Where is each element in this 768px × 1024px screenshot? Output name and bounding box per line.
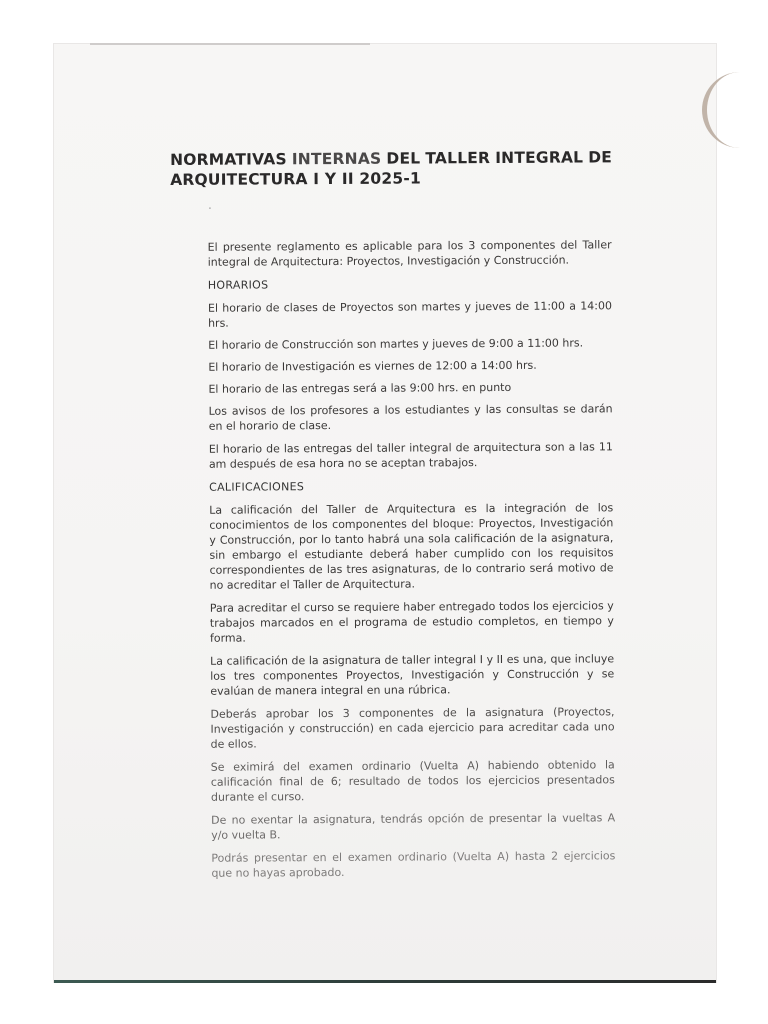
title-word: DE [588, 148, 613, 167]
title-word: INTERNAS [291, 149, 382, 169]
section-heading-calificaciones: CALIFICACIONES [209, 480, 305, 494]
calificacion-paragraph: La calificación del Taller de Arquitectura es la integración de los conocimientos de los componentes del bloque: Proyectos, Investigación y Construcción, por lo tanto habrá una sola calificación de la asignatura, sin embargo el estudiante deberá haber cumplido con los requisitos correspondientes de las tres asignaturas, de lo contrario será motivo de no acreditar el Taller de Arquitectura. [209, 501, 614, 592]
calificacion-paragraph: Se eximirá del examen ordinario (Vuelta A) habiendo obtenido la calificación final de 6; resultado de todos los ejercicios presentados durante el curso. [210, 758, 615, 804]
horario-paragraph: El horario de Construcción son martes y jueves de 9:00 a 11:00 hrs. [208, 336, 584, 352]
title-line-2: ARQUITECTURA I Y II 2025-1 [170, 169, 421, 189]
calificacion-paragraph: La calificación de la asignatura de taller integral I y II es una, que incluye los tres componentes Proyectos, Investigación y Construcción y se evalúan de manera integral en una rúbrica. [210, 652, 615, 698]
calificacion-paragraph: Deberás aprobar los 3 componentes de la asignatura (Proyectos, Investigación y construcción) en cada ejercicio para acreditar cada uno de ellos. [210, 705, 615, 751]
horario-paragraph: El horario de las entregas del taller integral de arquitectura son a las 11 am después de esa hora no se aceptan trabajos. [208, 440, 613, 471]
calificacion-paragraph: Podrás presentar en el examen ordinario (Vuelta A) hasta 2 ejercicios que no hayas aprobado. [211, 849, 616, 880]
horario-paragraph: El horario de Investigación es viernes de 12:00 a 14:00 hrs. [208, 358, 537, 374]
horario-paragraph: El horario de clases de Proyectos son martes y jueves de 11:00 a 14:00 hrs. [207, 299, 612, 330]
paper-top-edge [90, 43, 370, 45]
title-word: NORMATIVAS [170, 150, 287, 169]
intro-paragraph: El presente reglamento es aplicable para los 3 componentes del Taller integral de Arquitectura: Proyectos, Investigación y Construcción. [207, 238, 612, 269]
calificacion-paragraph: Para acreditar el curso se requiere haber entregado todos los ejercicios y trabajos marcados en el programa de estudio completos, en tiempo y forma. [209, 599, 614, 645]
horario-paragraph: El horario de las entregas será a las 9:00 hrs. en punto [208, 380, 512, 396]
paper-bottom-edge [54, 980, 716, 983]
document-body [208, 237, 616, 880]
horario-paragraph: Los avisos de los profesores a los estudiantes y las consultas se darán en el horario de clase. [208, 402, 613, 433]
calificacion-paragraph: De no exentar la asignatura, tendrás opción de presentar la vueltas A y/o vuelta B. [211, 811, 616, 842]
stray-mark: . [208, 200, 212, 212]
title-line-1 [170, 147, 612, 170]
document-content [170, 147, 617, 889]
document-title [170, 147, 612, 190]
title-word: INTEGRAL [495, 148, 584, 168]
title-word: DEL [386, 149, 421, 168]
title-word: TALLER [425, 149, 491, 168]
section-heading-horarios: HORARIOS [207, 278, 269, 292]
